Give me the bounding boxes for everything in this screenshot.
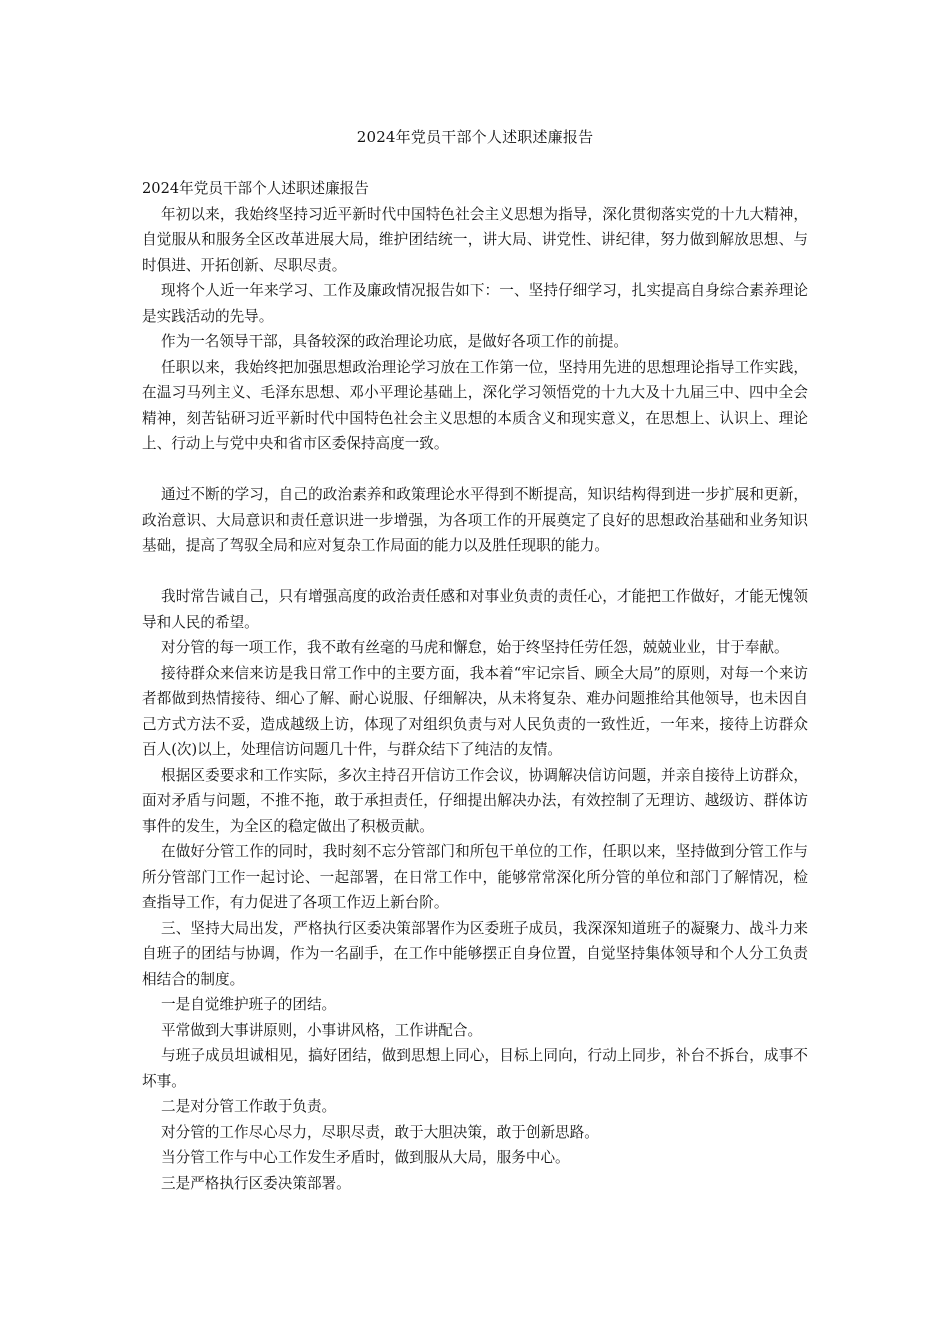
paragraph: 三、坚持大局出发，严格执行区委决策部署作为区委班子成员，我深深知道班子的凝聚力、战斗力来自班子的团结与协调，作为一名副手，在工作中能够摆正自身位置，自觉坚持集体领导和个人分工负责相结合的制度。 xyxy=(142,919,808,988)
paragraph: 当分管工作与中心工作发生矛盾时，做到服从大局，服务中心。 xyxy=(161,1149,570,1166)
paragraph: 我时常告诫自己，只有增强高度的政治责任感和对事业负责的责任心，才能把工作做好，才能无愧领导和人民的希望。 xyxy=(142,588,808,631)
paragraph: 年初以来，我始终坚持习近平新时代中国特色社会主义思想为指导，深化贯彻落实党的十九大精神，自觉服从和服务全区改革进展大局，维护团结统一，讲大局、讲党性、讲纪律，努力做到解放思想、与时俱进、开拓创新、尽职尽责。 xyxy=(142,205,808,274)
paragraph: 任职以来，我始终把加强思想政治理论学习放在工作第一位，坚持用先进的思想理论指导工作实践，在温习马列主义、毛泽东思想、邓小平理论基础上，深化学习领悟党的十九大及十九届三中、四中全会精神，刻苦钻研习近平新时代中国特色社会主义思想的本质含义和现实意义，在思想上、认识上、理论上、行动上与党中央和省市区委保持高度一致。 xyxy=(142,358,808,452)
paragraph: 一是自觉维护班子的团结。 xyxy=(161,996,337,1013)
document-title: 2024年党员干部个人述职述廉报告 xyxy=(356,128,594,146)
document-body xyxy=(142,176,808,1196)
paragraph: 在做好分管工作的同时，我时刻不忘分管部门和所包干单位的工作，任职以来，坚持做到分管工作与所分管部门工作一起讨论、一起部署，在日常工作中，能够常常深化所分管的单位和部门了解情况，检查指导工作，有力促进了各项工作迈上新台阶。 xyxy=(142,843,808,911)
body-heading: 2024年党员干部个人述职述廉报告 xyxy=(142,180,369,197)
paragraph: 平常做到大事讲原则，小事讲风格，工作讲配合。 xyxy=(161,1021,483,1039)
paragraph: 通过不断的学习，自己的政治素养和政策理论水平得到不断提高，知识结构得到进一步扩展和更新，政治意识、大局意识和责任意识进一步增强，为各项工作的开展奠定了良好的思想政治基础和业务知识基础，提高了驾驭全局和应对复杂工作局面的能力以及胜任现职的能力。 xyxy=(142,486,808,554)
paragraph: 对分管的工作尽心尽力，尽职尽责，敢于大胆决策，敢于创新思路。 xyxy=(161,1123,599,1141)
paragraph: 对分管的每一项工作，我不敢有丝毫的马虎和懈怠，始于终坚持任劳任怨，兢兢业业，甘于奉献。 xyxy=(161,639,789,656)
paragraph: 根据区委要求和工作实际，多次主持召开信访工作会议，协调解决信访问题，并亲自接待上访群众，面对矛盾与问题，不推不拖，敢于承担责任，仔细提出解决办法，有效控制了无理访、越级访、群体访事件的发生，为全区的稳定做出了积极贡献。 xyxy=(142,766,808,835)
paragraph: 二是对分管工作敢于负责。 xyxy=(161,1098,337,1115)
paragraph: 三是严格执行区委决策部署。 xyxy=(161,1174,351,1192)
paragraph: 作为一名领导干部，具备较深的政治理论功底，是做好各项工作的前提。 xyxy=(161,333,629,350)
paragraph: 现将个人近一年来学习、工作及廉政情况报告如下：一、坚持仔细学习，扎实提高自身综合素养理论是实践活动的先导。 xyxy=(142,282,808,325)
paragraph: 与班子成员坦诚相见，搞好团结，做到思想上同心，目标上同向，行动上同步，补台不拆台，成事不坏事。 xyxy=(142,1047,808,1090)
paragraph: 接待群众来信来访是我日常工作中的主要方面，我本着“牢记宗旨、顾全大局”的原则，对每一个来访者都做到热情接待、细心了解、耐心说服、仔细解决，从未将复杂、难办问题推给其他领导，也未因自己方式方法不妥，造成越级上访，体现了对组织负责与对人民负责的一致性近，一年来，接待上访群众百人(次)以上，处理信访问题几十件，与群众结下了纯洁的友情。 xyxy=(142,664,808,758)
